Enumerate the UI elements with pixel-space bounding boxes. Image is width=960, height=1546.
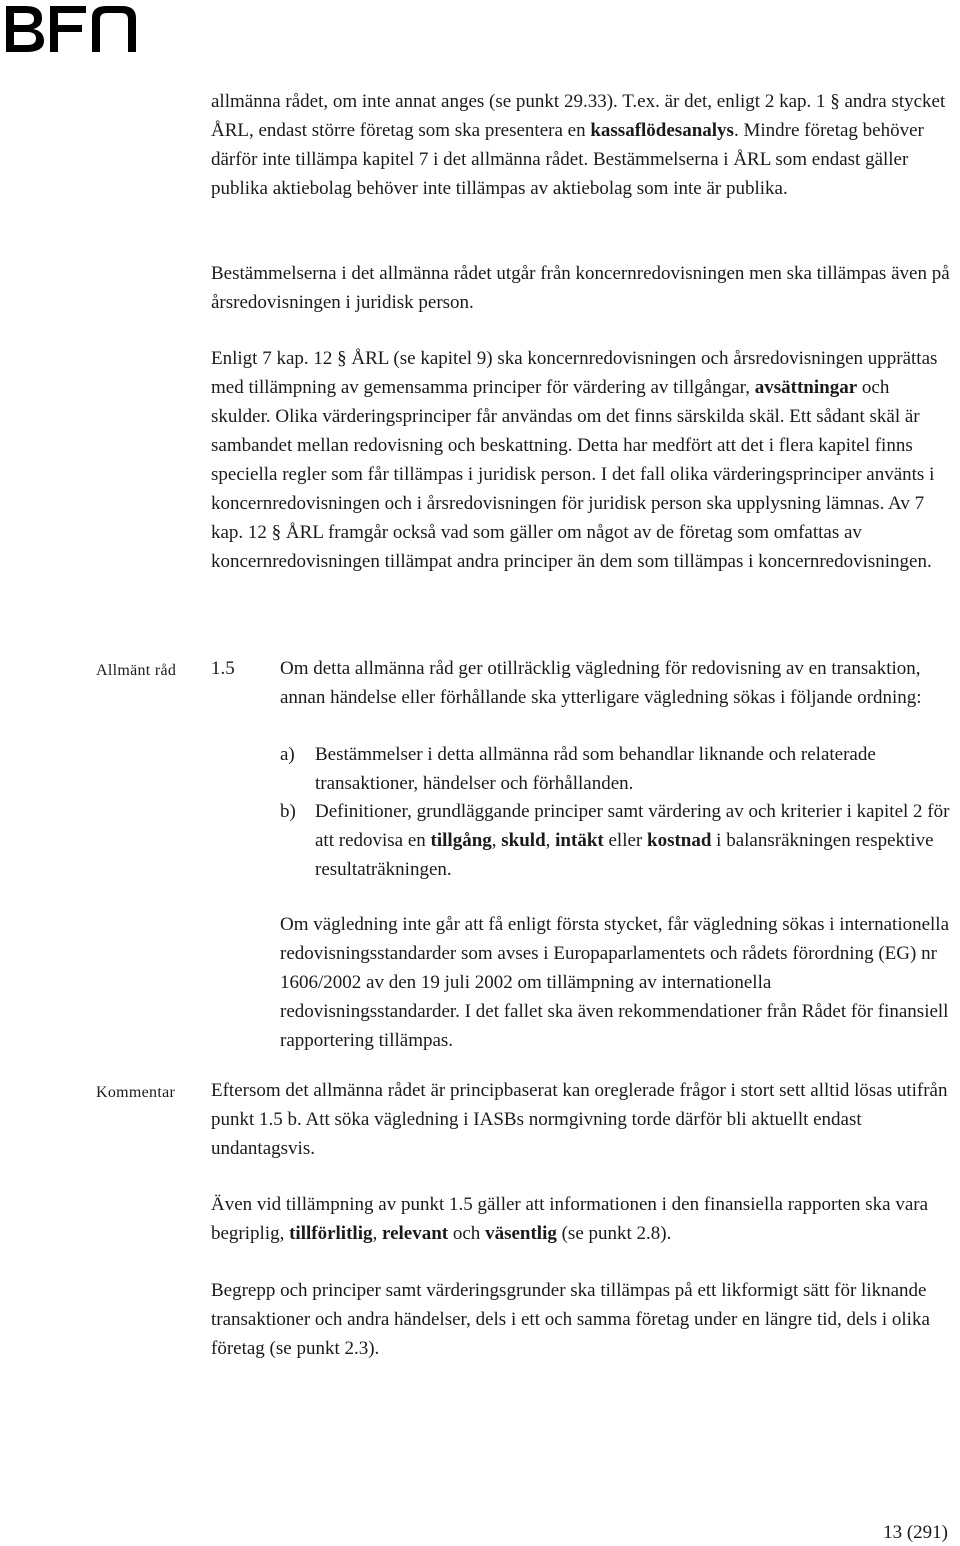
term-skuld: skuld — [501, 830, 546, 851]
general-advice-followup: Om vägledning inte går att få enligt första stycket, får vägledning sökas i internationella redovisningsstandarder som avses i Europaparlamentets och rådets förordning (EG) nr 1606/2002 av den 19 juli 2002 om tillämpning av internationella redovisningsstandarder. I det fallet ska även rekommendationer från Rådet för finansiell rapportering tillämpas. — [280, 914, 950, 1051]
general-advice-label: Allmänt råd — [96, 662, 177, 679]
term-vasentlig: väsentlig — [485, 1223, 557, 1244]
list-item-a-text: Bestämmelser i detta allmänna råd som behandlar liknande och relaterade transaktioner, händelser och förhållanden. — [315, 744, 876, 794]
term-tillforlitlig: tillförlitlig — [289, 1223, 373, 1244]
term-kostnad: kostnad — [647, 830, 712, 851]
commentary-paragraph-2: Även vid tillämpning av punkt 1.5 gäller att informationen i den finansiella rapporten ska vara begriplig, tillförlitlig, relevant och väsentlig (se punkt 2.8). — [211, 1194, 929, 1244]
page-number: 13 (291) — [883, 1522, 948, 1543]
general-advice-text: Om detta allmänna råd ger otillräcklig vägledning för redovisning av en transaktion, annan händelse eller förhållande ska ytterligare vägledning sökas i följande ordning: — [280, 658, 922, 708]
intro-paragraph-1: allmänna rådet, om inte annat anges (se punkt 29.33). T.ex. är det, enligt 2 kap. 1 § andra stycket ÅRL, endast större företag som ska presentera en kassaflödesanalys. Mindre företag behöver därför inte tillämpa kapitel 7 i det allmänna rådet. Bestämmelserna i ÅRL som endast gäller publika aktiebolag behöver inte tillämpas av aktiebolag som inte är publika. — [211, 91, 946, 199]
term-tillgang: tillgång — [430, 830, 492, 851]
commentary-label: Kommentar — [96, 1084, 176, 1101]
term-relevant: relevant — [381, 1223, 449, 1244]
term-intakt: intäkt — [555, 830, 604, 851]
list-marker-a: a) — [280, 744, 295, 765]
term-avsattningar: avsättningar — [754, 377, 858, 398]
commentary-paragraph-1: Eftersom det allmänna rådet är principbaserat kan oreglerade frågor i stort sett alltid lösas utifrån punkt 1.5 b. Att söka vägledning i IASBs normgivning torde därför bli aktuellt endast undantagsvis. — [211, 1080, 948, 1159]
intro-paragraph-2: Bestämmelserna i det allmänna rådet utgår från koncernredovisningen men ska tillämpas även på årsredovisningen i juridisk person. — [211, 263, 950, 313]
section-number: 1.5 — [211, 658, 235, 679]
intro-paragraph-3: Enligt 7 kap. 12 § ÅRL (se kapitel 9) ska koncernredovisningen och årsredovisningen upprättas med tillämpning av gemensamma principer för värdering av tillgångar, avsättningar och skulder. Olika värderingsprinciper får användas om det finns särskilda skäl. Ett sådant skäl är sambandet mellan redovisning och beskattning. Detta har medfört att det i flera kapitel finns speciella regler som får tillämpas i juridisk person. I det fall olika värderingsprinciper använts i koncernredovisningen och i årsredovisningen för juridisk person ska upplysning lämnas. Av 7 kap. 12 § ÅRL framgår också vad som gäller om något av de företag som omfattas av koncernredovisningen tillämpat andra principer än dem som tillämpas i koncernredovisningen. — [211, 348, 938, 572]
list-marker-b: b) — [280, 801, 296, 822]
bfn-logo — [2, 2, 142, 59]
commentary-paragraph-3: Begrepp och principer samt värderingsgrunder ska tillämpas på ett likformigt sätt för liknande transaktioner och andra händelser, dels i ett och samma företag under en längre tid, dels i olika företag (se punkt 2.3). — [211, 1280, 930, 1359]
term-kassaflodesanalys: kassaflödesanalys — [590, 120, 734, 141]
list-item-b-text: Definitioner, grundläggande principer samt värdering av och kriterier i kapitel 2 för att redovisa en tillgång, skuld, intäkt eller kostnad i balansräkningen respektive resultaträkningen. — [315, 801, 950, 880]
